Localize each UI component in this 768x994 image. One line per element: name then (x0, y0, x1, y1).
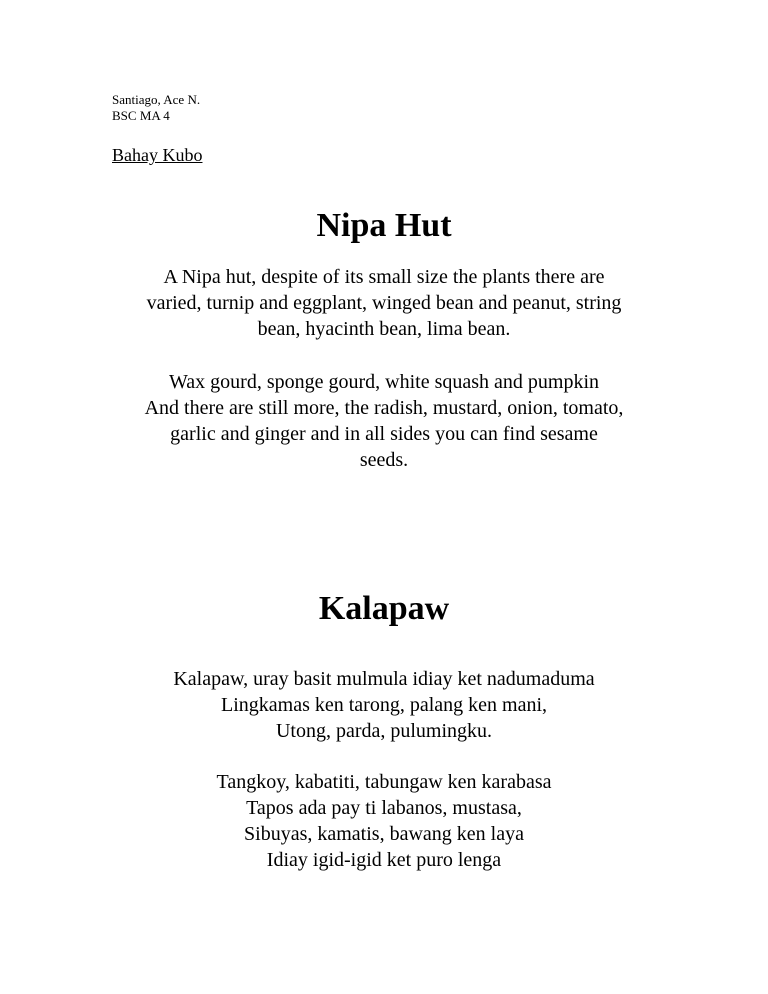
ilocano-stanza-1 (0, 666, 768, 744)
poem-line: Tapos ada pay ti labanos, mustasa, (246, 797, 522, 819)
ilocano-stanza-2 (0, 769, 768, 873)
poem-line: Utong, parda, pulumingku. (275, 720, 493, 742)
poem-line: varied, turnip and eggplant, winged bean and peanut, string (146, 292, 622, 314)
poem-line: Sibuyas, kamatis, bawang ken laya (244, 823, 524, 845)
poem-line: Kalapaw, uray basit mulmula idiay ket nadumaduma (173, 668, 595, 690)
poem-line: Tangkoy, kabatiti, tabungaw ken karabasa (216, 771, 552, 793)
poem-line: seeds. (359, 449, 409, 471)
english-title: Nipa Hut (316, 207, 452, 244)
ilocano-title: Kalapaw (318, 590, 450, 627)
poem-line: Wax gourd, sponge gourd, white squash and pumpkin (169, 371, 599, 393)
author-header (112, 92, 200, 124)
poem-line: garlic and ginger and in all sides you can find sesame (170, 423, 598, 445)
english-stanza-2 (0, 369, 768, 473)
poem-line: bean, hyacinth bean, lima bean. (257, 318, 511, 340)
course-name: BSC MA 4 (112, 108, 170, 123)
author-name: Santiago, Ace N. (112, 92, 201, 107)
poem-line: Idiay igid-igid ket puro lenga (266, 849, 502, 871)
poem-line: And there are still more, the radish, mustard, onion, tomato, (144, 397, 624, 419)
english-stanza-1 (0, 264, 768, 342)
poem-line: A Nipa hut, despite of its small size the plants there are (163, 266, 605, 288)
poem-line: Lingkamas ken tarong, palang ken mani, (220, 694, 547, 716)
document-title: Bahay Kubo (112, 145, 203, 165)
